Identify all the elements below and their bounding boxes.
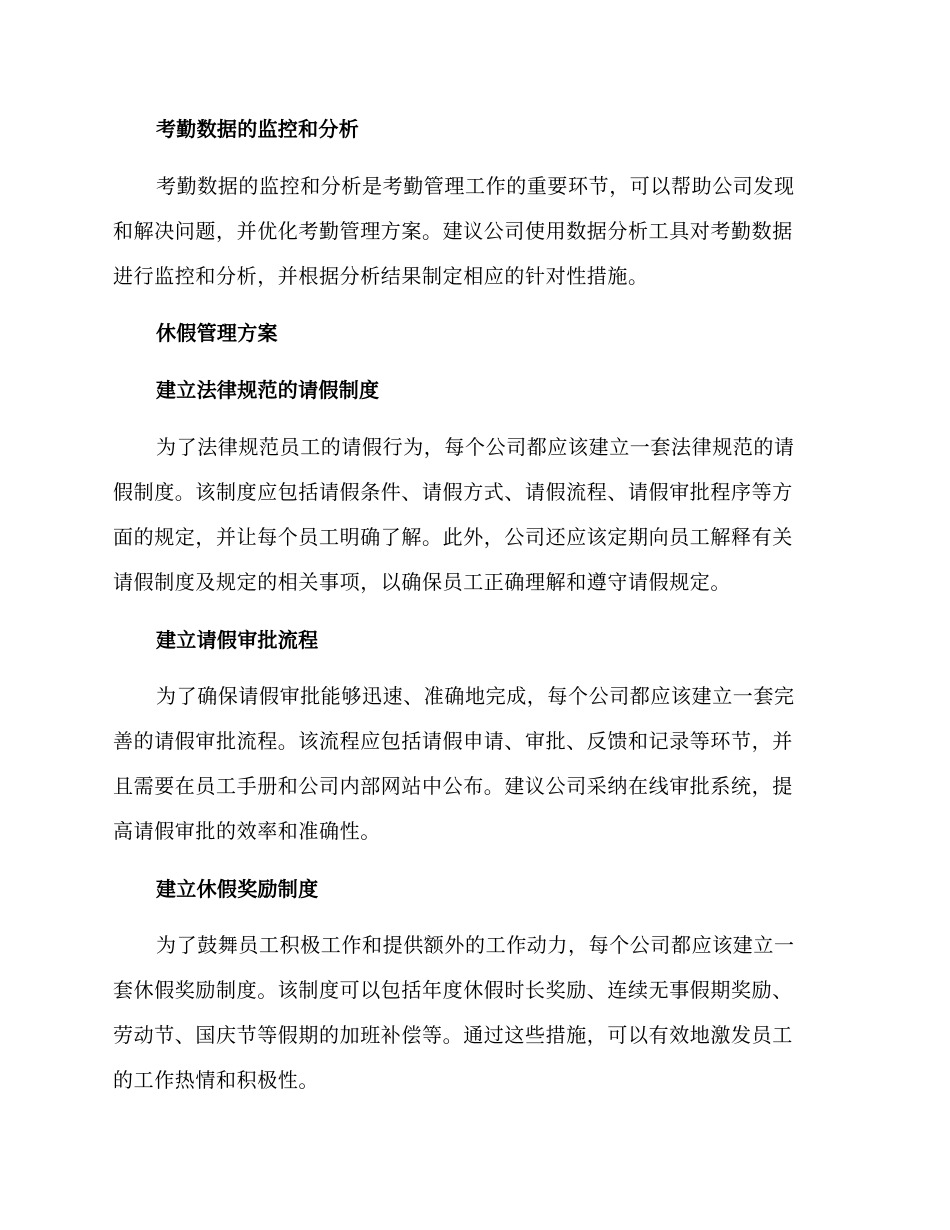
section-paragraph — [113, 425, 833, 605]
paragraph-line: 为了确保请假审批能够迅速、准确地完成，每个公司都应该建立一套完 — [156, 684, 795, 708]
section-paragraph — [113, 164, 833, 299]
paragraph-line: 的工作热情和积极性。 — [113, 1068, 319, 1092]
paragraph-line: 善的请假审批流程。该流程应包括请假申请、审批、反馈和记录等环节，并 — [113, 729, 793, 753]
paragraph-line: 假制度。该制度应包括请假条件、请假方式、请假流程、请假审批程序等方 — [113, 480, 793, 504]
paragraph-line: 为了鼓舞员工积极工作和提供额外的工作动力，每个公司都应该建立一 — [156, 933, 795, 957]
paragraph-line: 且需要在员工手册和公司内部网站中公布。建议公司采纳在线审批系统，提 — [113, 774, 793, 798]
paragraph-line: 高请假审批的效率和准确性。 — [113, 819, 381, 843]
paragraph-line: 考勤数据的监控和分析是考勤管理工作的重要环节，可以帮助公司发现 — [156, 174, 795, 198]
paragraph-line: 面的规定，并让每个员工明确了解。此外，公司还应该定期向员工解释有关 — [113, 525, 793, 549]
paragraph-line: 劳动节、国庆节等假期的加班补偿等。通过这些措施，可以有效地激发员工 — [113, 1023, 793, 1047]
paragraph-line: 套休假奖励制度。该制度可以包括年度休假时长奖励、连续无事假期奖励、 — [113, 978, 793, 1002]
section-heading: 建立法律规范的请假制度 — [156, 378, 380, 402]
section-heading: 建立休假奖励制度 — [156, 877, 319, 901]
paragraph-line: 和解决问题，并优化考勤管理方案。建议公司使用数据分析工具对考勤数据 — [113, 219, 793, 243]
section-paragraph — [113, 923, 833, 1103]
paragraph-line: 为了法律规范员工的请假行为，每个公司都应该建立一套法律规范的请 — [156, 435, 795, 459]
section-paragraph — [113, 674, 833, 854]
paragraph-line: 请假制度及规定的相关事项，以确保员工正确理解和遵守请假规定。 — [113, 570, 731, 594]
section-heading: 建立请假审批流程 — [156, 628, 319, 652]
paragraph-line: 进行监控和分析，并根据分析结果制定相应的针对性措施。 — [113, 264, 649, 288]
section-heading: 考勤数据的监控和分析 — [156, 117, 359, 141]
section-heading: 休假管理方案 — [156, 321, 278, 345]
